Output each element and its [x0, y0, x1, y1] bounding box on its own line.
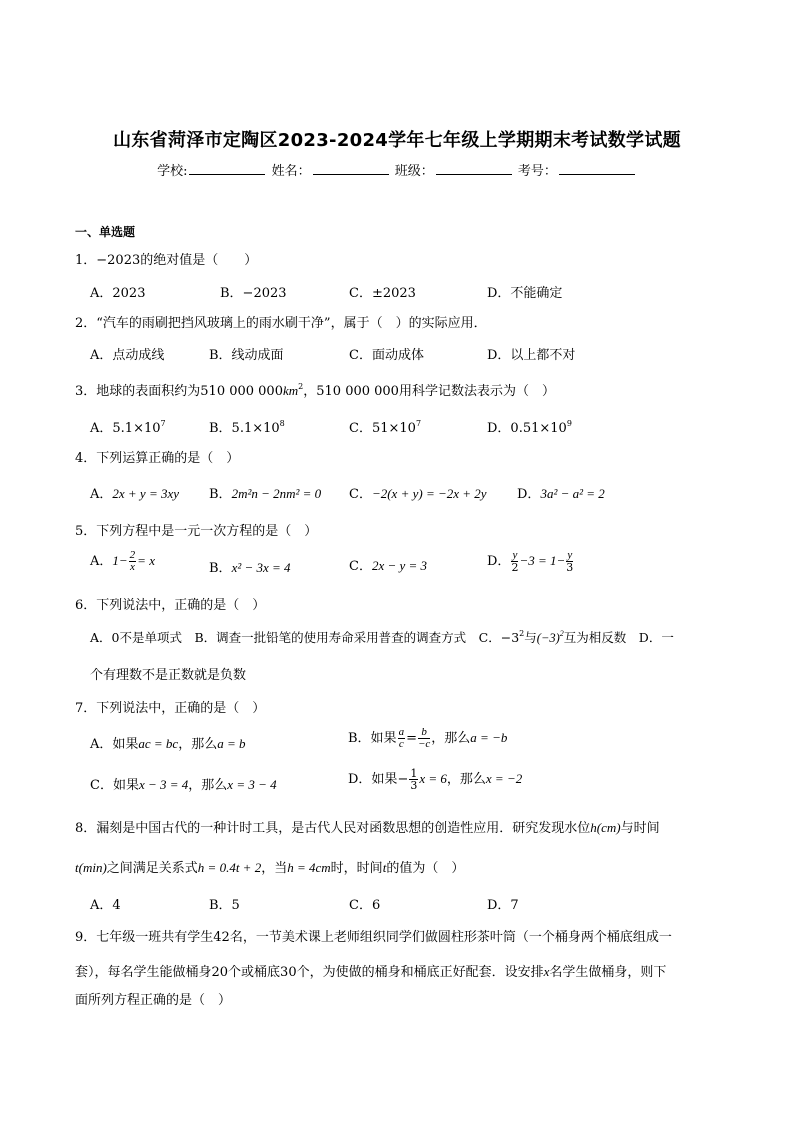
- q1-option-a[interactable]: A．2023: [90, 286, 146, 301]
- q3-stem-unit: km: [282, 383, 299, 398]
- q1-option-c[interactable]: C．±2023: [349, 286, 416, 301]
- q1-option-d[interactable]: D．不能确定: [487, 286, 563, 301]
- q5-option-c[interactable]: C．2x − y = 3: [349, 558, 428, 574]
- school-label: 学校:: [157, 164, 188, 179]
- section-heading: 一、单选题: [75, 225, 136, 239]
- q1-option-b[interactable]: B．−2023: [220, 286, 287, 301]
- q8-condition: h = 4cm: [287, 860, 331, 875]
- q8-equation: h = 0.4t + 2: [197, 860, 262, 875]
- q7-option-b[interactable]: B．如果 $\frac{a}{c}$ = $\frac{b}{-c}$ ，那么a = −b: [348, 726, 508, 750]
- question-2-stem: 2．“汽车的雨刷把挡风玻璃上的雨水刷干净”，属于（ ）的实际应用．: [75, 316, 487, 331]
- question-5-stem: 5．下列方程中是一元一次方程的是（ ）: [75, 524, 318, 539]
- q3-option-d[interactable]: D．$0.51\times 10^9$: [487, 419, 572, 436]
- student-info-line: [0, 160, 794, 179]
- q4-option-c[interactable]: C．−2(x + y) = −2x + 2y: [349, 486, 487, 502]
- question-9-line-1: 9．七年级一班共有学生42名，一节美术课上老师组织同学们做圆柱形茶叶筒（一个桶身两个桶底组成一: [75, 930, 672, 945]
- question-1-stem: 1．−2023的绝对值是（ ）: [75, 253, 258, 268]
- question-6-line-2: 个有理数不是正数就是负数: [90, 668, 247, 683]
- q8-option-c[interactable]: C．6: [349, 898, 381, 913]
- q8-option-b[interactable]: B．5: [209, 898, 240, 913]
- class-blank[interactable]: [436, 162, 512, 175]
- number-label: 考号：: [517, 164, 557, 179]
- q2-option-b[interactable]: B．线动成面: [209, 348, 284, 363]
- question-3-stem: 3．地球的表面积约为510 000 $000km^2$，510 000 000用科学记数法表示为（ ）: [75, 382, 555, 399]
- question-7-stem: 7．下列说法中，正确的是（ ）: [75, 701, 266, 716]
- question-9-line-3: 面所列方程正确的是（ ）: [75, 993, 232, 1008]
- q2-option-d[interactable]: D．以上都不对: [487, 348, 576, 363]
- question-6-stem: 6．下列说法中，正确的是（ ）: [75, 598, 266, 613]
- q2-option-c[interactable]: C．面动成体: [349, 348, 424, 363]
- q8-option-d[interactable]: D．7: [487, 898, 519, 913]
- q6-c-term-2: $(-3)^2$: [536, 629, 564, 645]
- q5-option-d[interactable]: D． $\frac{y}{2}$ −3 = 1− $\frac{y}{3}$: [487, 549, 574, 574]
- name-blank[interactable]: [313, 162, 389, 175]
- q3-option-b[interactable]: B．$5.1\times 10^8$: [209, 419, 285, 436]
- q5-option-b[interactable]: B．x² − 3x = 4: [209, 560, 291, 576]
- number-blank[interactable]: [559, 162, 635, 175]
- question-6-line-1: A．0不是单项式 B．调查一批铅笔的使用寿命采用普查的调查方式 C．$-3^2$与$(-3)^2$互为相反数 D．一: [90, 629, 674, 645]
- q8-t-var: t(min): [75, 860, 107, 875]
- q6-line1-text: A．0不是单项式 B．调查一批铅笔的使用寿命采用普查的调查方式 C．: [90, 630, 501, 645]
- class-label: 班级：: [394, 164, 434, 179]
- q7-option-c[interactable]: C．如果x − 3 = 4，那么x = 3 − 4: [90, 777, 277, 793]
- exam-title: 山东省菏泽市定陶区2023-2024学年七年级上学期期末考试数学试题: [113, 130, 681, 151]
- question-8-line-1: 8．漏刻是中国古代的一种计时工具，是古代人民对函数思想的创造性应用．研究发现水位h(cm)与时间: [75, 820, 660, 836]
- q3-option-c[interactable]: C．$51\times 10^7$: [349, 419, 422, 436]
- name-label: 姓名：: [271, 164, 311, 179]
- q2-option-a[interactable]: A．点动成线: [90, 348, 165, 363]
- q4-option-b[interactable]: B．2m²n − 2nm² = 0: [209, 486, 322, 502]
- question-9-line-2: 套），每名学生能做桶身20个或桶底30个，为使做的桶身和桶底正好配套．设安排x名学生做桶身，则下: [75, 964, 667, 980]
- q8-option-a[interactable]: A．4: [90, 898, 121, 913]
- q5-option-a[interactable]: A．1− $\frac{2}{x}$ = x: [90, 549, 155, 573]
- q3-stem-post: ，510 000 000用科学记数法表示为（ ）: [303, 384, 555, 399]
- q6-c-term-1: $-3^2$: [500, 629, 525, 645]
- q7-option-a[interactable]: A．如果ac = bc，那么a = b: [90, 736, 246, 752]
- q8-h-var: h(cm): [590, 820, 621, 835]
- q3-stem-pre: 3．地球的表面积约为510 000 000: [75, 384, 283, 399]
- q4-option-d[interactable]: D．3a² − a² = 2: [517, 486, 605, 502]
- q4-option-a[interactable]: A．2x + y = 3xy: [90, 486, 180, 502]
- school-blank[interactable]: [189, 162, 265, 175]
- question-4-stem: 4．下列运算正确的是（ ）: [75, 451, 240, 466]
- q7-option-d[interactable]: D．如果− $\frac{1}{3}$ x = 6，那么x = −2: [348, 767, 523, 792]
- q3-option-a[interactable]: A．$5.1\times 10^7$: [90, 419, 166, 436]
- question-8-line-2: t(min)之间满足关系式h = 0.4t + 2，当h = 4cm时，时间t的值为（ ）: [75, 860, 465, 876]
